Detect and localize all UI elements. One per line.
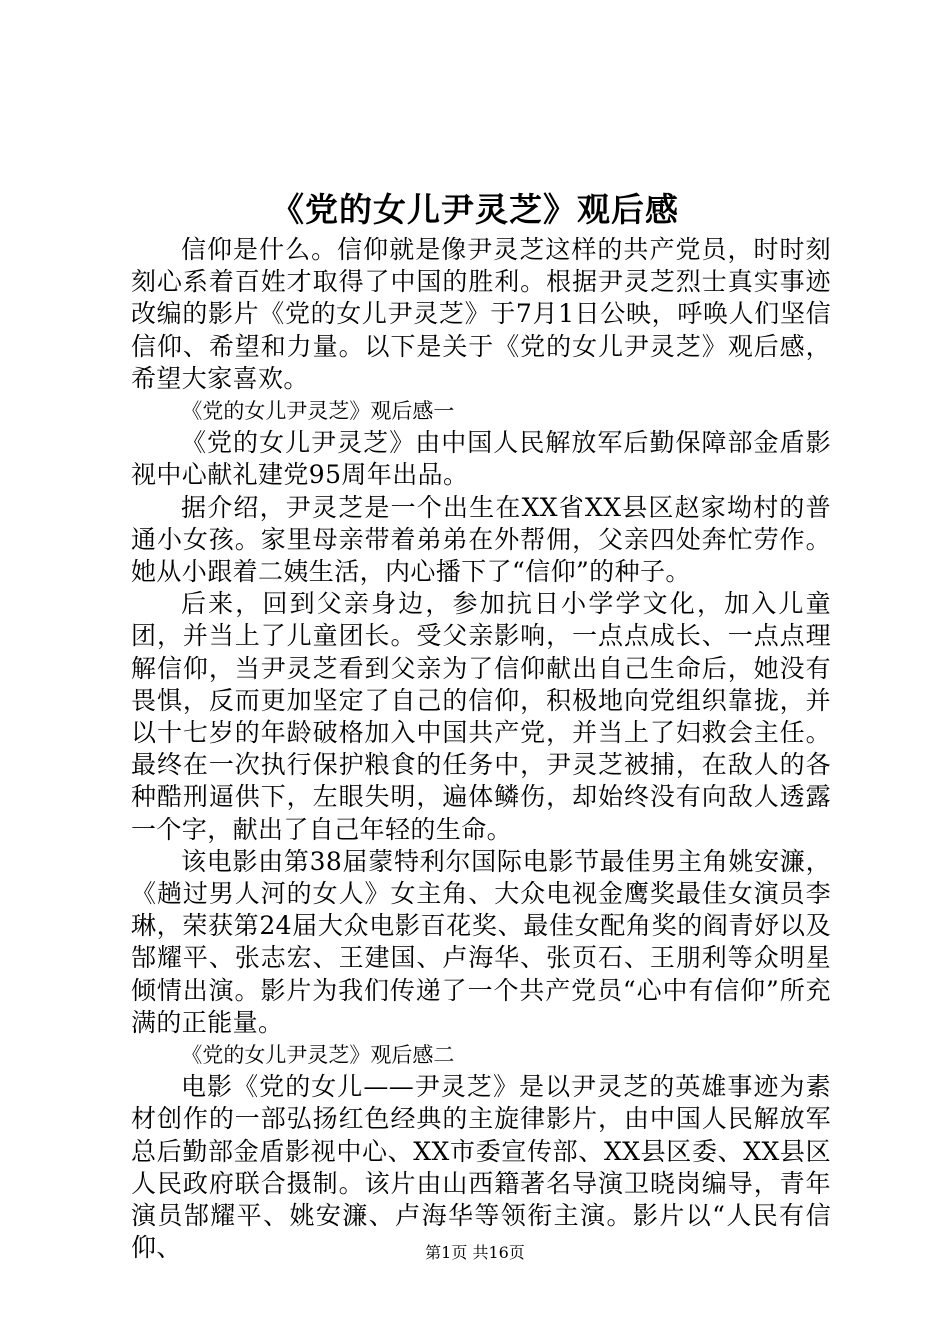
document-body bbox=[131, 234, 831, 1265]
document-title: 《党的女儿尹灵芝》观后感 bbox=[271, 190, 679, 229]
section-heading-one: 《党的女儿尹灵芝》观后感一 bbox=[181, 399, 455, 424]
body-paragraph: 该电影由第38届蒙特利尔国际电影节最佳男主角姚安濂，《趟过男人河的女人》女主角、大众电视金鹰奖最佳女演员李琳，荣获第24届大众电影百花奖、最佳女配角奖的阎青妤以及郜耀平、张志宏、王建国、卢海华、张页石、王朋利等众明星倾情出演。影片为我们传递了一个共产党员“心中有信仰”所充满的正能量。 bbox=[131, 846, 831, 1037]
body-paragraph: 《党的女儿尹灵芝》由中国人民解放军后勤保障部金盾影视中心献礼建党95周年出品。 bbox=[131, 428, 831, 490]
section-heading-two: 《党的女儿尹灵芝》观后感二 bbox=[181, 1043, 455, 1068]
body-paragraph: 后来，回到父亲身边，参加抗日小学学文化，加入儿童团，并当上了儿童团长。受父亲影响，一点点成长、一点点理解信仰，当尹灵芝看到父亲为了信仰献出自己生命后，她没有畏惧，反而更加坚定了自己的信仰，积极地向党组织靠拢，并以十七岁的年龄破格加入中国共产党，并当上了妇救会主任。最终在一次执行保护粮食的任务中，尹灵芝被捕，在敌人的各种酷刑逼供下，左眼失明，遍体鳞伤，却始终没有向敌人透露一个字，献出了自己年轻的生命。 bbox=[131, 589, 831, 844]
intro-paragraph: 信仰是什么。信仰就是像尹灵芝这样的共产党员，时时刻刻心系着百姓才取得了中国的胜利。根据尹灵芝烈士真实事迹改编的影片《党的女儿尹灵芝》于7月1日公映，呼唤人们坚信信仰、希望和力量。以下是关于《党的女儿尹灵芝》观后感，希望大家喜欢。 bbox=[131, 235, 831, 393]
body-paragraph: 电影《党的女儿——尹灵芝》是以尹灵芝的英雄事迹为素材创作的一部弘扬红色经典的主旋律影片，由中国人民解放军总后勤部金盾影视中心、XX市委宣传部、XX县区委、XX县区人民政府联合摄制。该片由山西籍著名导演卫晓岗编导，青年演员郜耀平、姚安濂、卢海华等领衔主演。影片以“人民有信仰、 bbox=[131, 1072, 831, 1263]
page-footer: 第1页 共16页 bbox=[425, 1243, 525, 1262]
body-paragraph: 据介绍，尹灵芝是一个出生在XX省XX县区赵家坳村的普通小女孩。家里母亲带着弟弟在外帮佣，父亲四处奔忙劳作。她从小跟着二姨生活，内心播下了“信仰”的种子。 bbox=[131, 492, 831, 587]
